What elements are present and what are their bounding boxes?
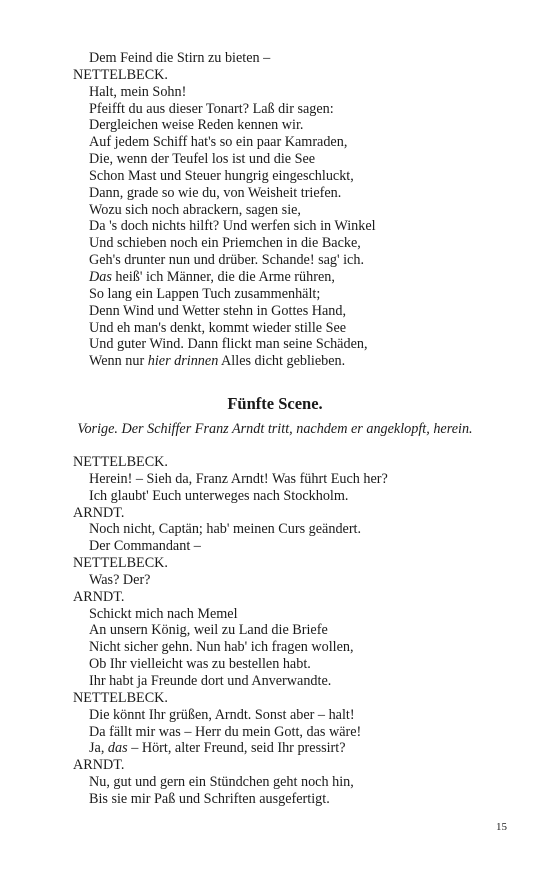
line-text: Noch nicht, Captän; hab' meinen Curs geändert. [89,521,362,538]
line-text: NETTELBECK. [73,689,168,706]
speaker-name [73,454,533,471]
scene-title: Fünfte Scene. [227,394,323,413]
verse-line [73,168,533,185]
verse-line [73,336,533,353]
stage-direction: Vorige. Der Schiffer Franz Arndt tritt, nachdem er angeklopft, herein. [77,421,473,437]
line-text: Nu, gut und gern ein Stündchen geht noch hin, [89,774,354,791]
dialogue-block-2 [73,454,533,808]
line-text: Ja, [89,740,108,757]
line-text: Herein! – Sieh da, Franz Arndt! Was führt Euch her? [89,470,388,487]
line-text: Der Commandant – [89,538,201,555]
line-text: So lang ein Lappen Tuch zusammenhält; [89,285,321,302]
verse-line [73,488,533,505]
line-text: Die könnt Ihr grüßen, Arndt. Sonst aber – halt! [89,706,355,723]
verse-line [73,202,533,219]
speaker-name [73,505,533,522]
page-number: 15 [496,821,507,833]
line-text: Auf jedem Schiff hat's so ein paar Kamraden, [89,134,348,151]
line-text: Die, wenn der Teufel los ist und die See [89,151,316,168]
line-text: Und eh man's denkt, kommt wieder stille See [89,319,347,336]
line-text: ARNDT. [73,588,125,605]
line-text: Dergleichen weise Reden kennen wir. [89,117,304,134]
speaker-name [73,589,533,606]
verse-line [73,471,533,488]
line-text: ARNDT. [73,757,125,774]
verse-line [73,286,533,303]
verse-line [73,252,533,269]
line-text: Was? Der? [89,571,151,588]
line-text: Dem Feind die Stirn zu bieten – [89,50,271,66]
verse-line [73,151,533,168]
verse-line [73,320,533,337]
line-text: heiß' ich Männer, die die Arme rühren, [111,268,335,285]
speaker-name [73,555,533,572]
verse-line [73,774,533,791]
line-text: Ihr habt ja Freunde dort und Anverwandte. [89,672,332,689]
line-text: Da fällt mir was – Herr du mein Gott, das wäre! [89,723,362,740]
verse-line [73,724,533,741]
verse-line [73,50,533,67]
verse-line [73,235,533,252]
verse-line [73,218,533,235]
line-text: NETTELBECK. [73,66,168,83]
line-text: Nicht sicher gehn. Nun hab' ich fragen wollen, [89,639,354,656]
line-text: Halt, mein Sohn! [89,83,187,100]
verse-line [73,656,533,673]
line-text: Wenn nur [89,353,148,370]
dialogue-block-1 [73,50,533,370]
line-text: Und schieben noch ein Priemchen in die Backe, [89,235,361,252]
verse-line [73,353,533,370]
line-text: NETTELBECK. [73,454,168,470]
verse-line [73,572,533,589]
verse-line [73,791,533,808]
verse-line [73,101,533,118]
line-text: Wozu sich noch abrackern, sagen sie, [89,201,301,218]
verse-line [73,622,533,639]
line-text: Und guter Wind. Dann flickt man seine Schäden, [89,336,368,353]
speaker-name [73,690,533,707]
verse-line [73,639,533,656]
verse-line [73,740,533,757]
verse-line [73,303,533,320]
line-text: Da 's doch nichts hilft? Und werfen sich in Winkel [89,218,376,235]
verse-line [73,707,533,724]
verse-line [73,538,533,555]
verse-line [73,269,533,286]
line-text: Bis sie mir Paß und Schriften ausgefertigt. [89,790,330,807]
emphasis-text: Das [89,268,112,285]
line-text: NETTELBECK. [73,555,168,572]
verse-line [73,606,533,623]
line-text: An unsern König, weil zu Land die Briefe [89,622,328,639]
emphasis-text: das [107,740,128,757]
speaker-name [73,757,533,774]
line-text: Schon Mast und Steuer hungrig eingeschluckt, [89,167,354,184]
line-text: ARNDT. [73,504,125,521]
verse-line [73,521,533,538]
line-text: Pfeifft du aus dieser Tonart? Laß dir sagen: [89,100,334,117]
line-text: Dann, grade so wie du, von Weisheit triefen. [89,184,342,201]
verse-line [73,673,533,690]
line-text: Denn Wind und Wetter stehn in Gottes Hand, [89,302,347,319]
speaker-name [73,67,533,84]
line-text: Geh's drunter nun und drüber. Schande! sag' ich. [89,252,364,269]
emphasis-text: hier drinnen [147,353,219,370]
verse-line [73,185,533,202]
line-text: Ich glaubt' Euch unterweges nach Stockholm. [89,487,349,504]
line-text: Schickt mich nach Memel [89,605,238,622]
verse-line [73,84,533,101]
verse-line [73,134,533,151]
line-text: Ob Ihr vielleicht was zu bestellen habt. [89,656,311,673]
line-text: Alles dicht geblieben. [218,353,346,370]
line-text: – Hört, alter Freund, seid Ihr pressirt? [127,740,346,757]
verse-line [73,117,533,134]
